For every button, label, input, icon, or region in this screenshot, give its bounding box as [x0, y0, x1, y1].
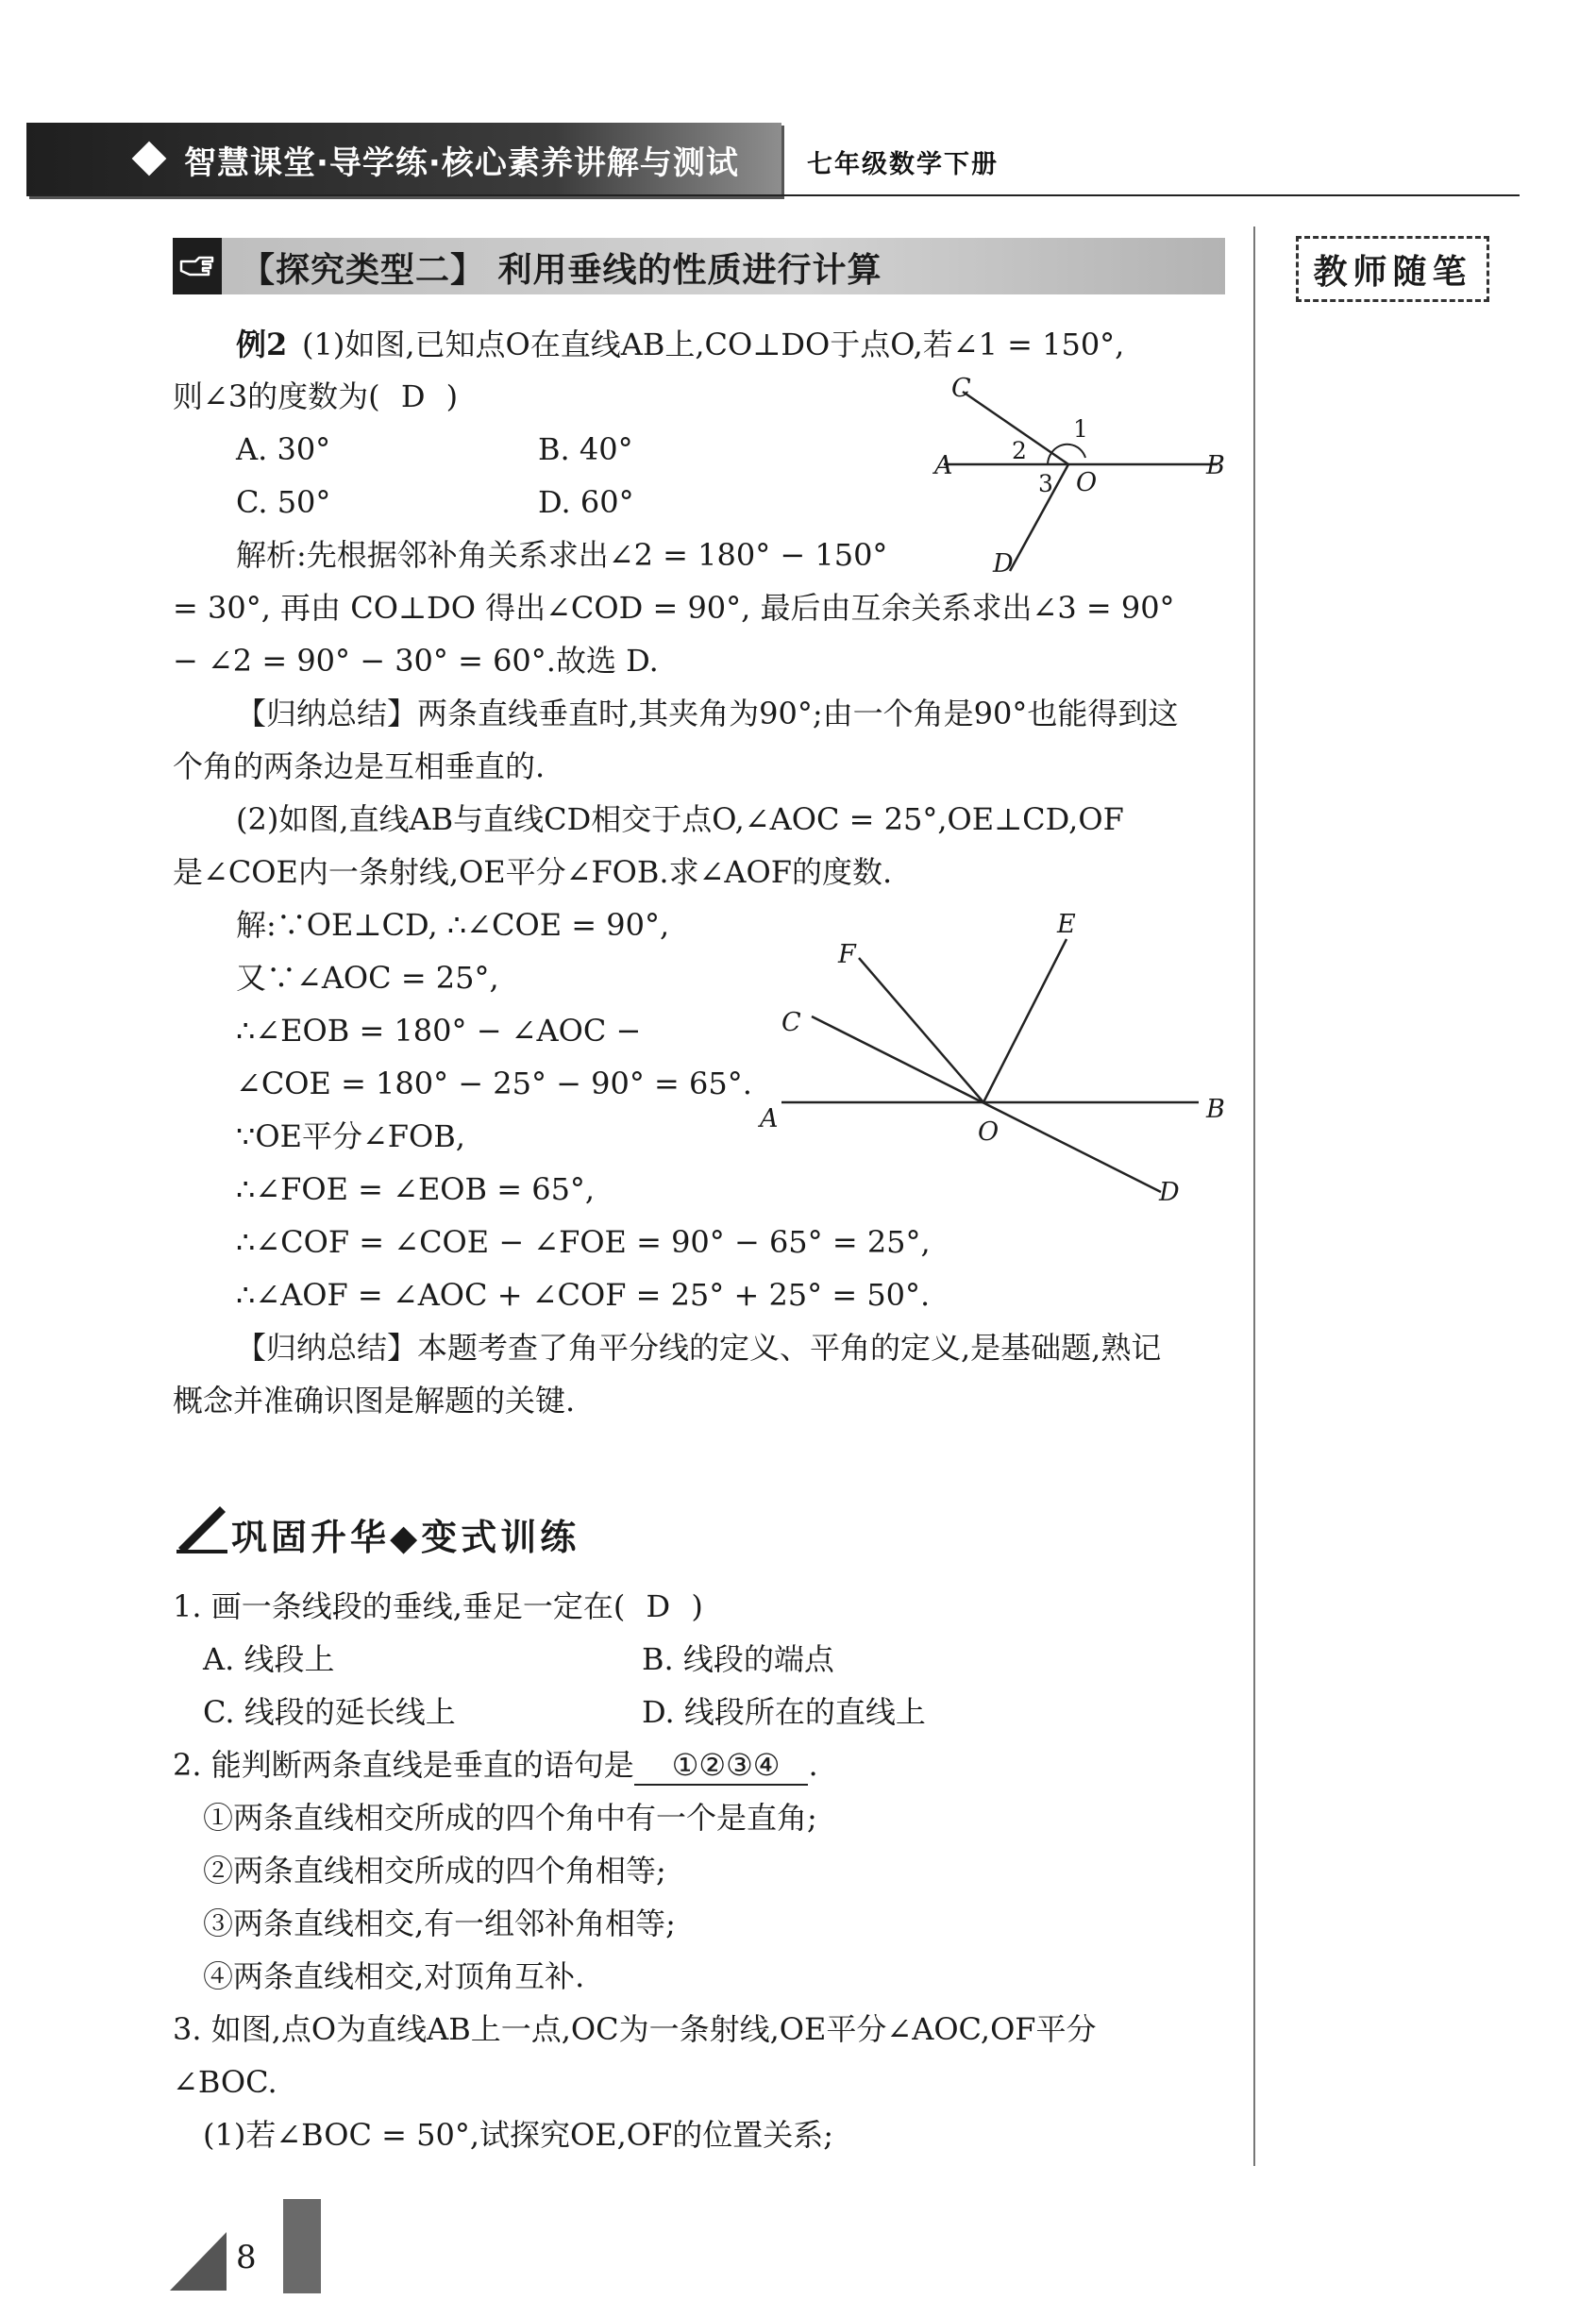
analysis-line2: = 30°, 再由 CO⊥DO 得出∠COD = 90°, 最后由互余关系求出∠3 = 90°	[173, 590, 1175, 626]
summary1-line2: 个角的两条边是互相垂直的.	[173, 748, 546, 784]
fig1-label-b: B	[1206, 451, 1225, 480]
choice-c: C. 50°	[236, 484, 331, 520]
angle-2-arc	[1048, 453, 1051, 464]
header-divider	[26, 194, 1520, 196]
fig1-angle-3: 3	[1038, 470, 1053, 497]
q1-choice-a: A. 线段上	[203, 1641, 335, 1677]
fig2-label-o: O	[978, 1117, 1000, 1147]
question-2-answer: ①②③④	[634, 1746, 809, 1786]
question-close: )	[445, 378, 459, 414]
question-1-answer: D	[646, 1588, 671, 1624]
solution-step: ∴∠FOE = ∠EOB = 65°,	[236, 1171, 596, 1207]
pointing-hand-icon	[173, 238, 222, 294]
grade-subtitle: 七年级数学下册	[807, 150, 999, 179]
answer-value: D	[400, 378, 426, 414]
q2-statement: ①两条直线相交所成的四个角中有一个是直角;	[203, 1800, 817, 1836]
summary2-line2: 概念并准确识图是解题的关键.	[173, 1383, 576, 1419]
practice-title: 巩固升华◆变式训练	[231, 1517, 580, 1558]
q1-choice-b: B. 线段的端点	[642, 1641, 834, 1677]
q2-statement: ②两条直线相交所成的四个角相等;	[203, 1853, 666, 1889]
q1-choice-d: D. 线段所在的直线上	[642, 1694, 926, 1730]
summary1-line1: 【归纳总结】两条直线垂直时,其夹角为90°;由一个角是90°也能得到这	[236, 696, 1179, 731]
solution-step: ∴∠EOB = 180° − ∠AOC −	[236, 1013, 642, 1049]
choice-b: B. 40°	[538, 431, 633, 467]
question-1	[173, 1587, 703, 1625]
fig1-label-a: A	[934, 451, 953, 480]
example-part1-line2	[173, 378, 458, 415]
solution-step: 解:∵OE⊥CD, ∴∠COE = 90°,	[236, 907, 670, 943]
question-text: 则∠3的度数为(	[173, 378, 380, 414]
fig1-angle-1: 1	[1073, 415, 1088, 443]
solution-step: ∴∠AOF = ∠AOC + ∠COF = 25° + 25° = 50°.	[236, 1277, 931, 1313]
example-part2-line2: 是∠COE内一条射线,OE平分∠FOB.求∠AOF的度数.	[173, 854, 893, 890]
notes-column-divider	[1253, 227, 1255, 2166]
fig1-label-d: D	[993, 549, 1014, 579]
book-title: 智慧课堂·导学练·核心素养讲解与测试	[184, 144, 739, 182]
footer-block	[283, 2199, 321, 2293]
analysis-line3: − ∠2 = 90° − 30° = 60°.故选 D.	[173, 643, 659, 679]
example-part1-line1: (1)如图,已知点O在直线AB上,CO⊥DO于点O,若∠1 = 150°,	[302, 327, 1125, 362]
ray-of	[859, 958, 983, 1102]
solution-step: ∠COE = 180° − 25° − 90° = 65°.	[236, 1066, 752, 1101]
solution-step: ∵OE平分∠FOB,	[236, 1118, 465, 1154]
teacher-notes-label: 教师随笔	[1296, 236, 1489, 302]
q2-statement: ③两条直线相交,有一组邻补角相等;	[203, 1906, 676, 1941]
summary2-line1: 【归纳总结】本题考查了角平分线的定义、平角的定义,是基础题,熟记	[236, 1330, 1162, 1366]
fig2-label-a: A	[760, 1104, 779, 1133]
fig1-label-o: O	[1076, 468, 1098, 497]
solution-step: ∴∠COF = ∠COE − ∠FOE = 90° − 65° = 25°,	[236, 1224, 931, 1260]
fig2-label-e: E	[1057, 910, 1076, 939]
question-2-text: 2. 能判断两条直线是垂直的语句是	[173, 1747, 634, 1783]
choice-d: D. 60°	[538, 484, 634, 520]
q1-choice-c: C. 线段的延长线上	[203, 1694, 456, 1730]
analysis-line1: 解析:先根据邻补角关系求出∠2 = 180° − 150°	[236, 537, 888, 573]
choice-a: A. 30°	[236, 431, 331, 467]
solution-step: 又∵∠AOC = 25°,	[236, 960, 499, 996]
fig2-label-f: F	[838, 940, 856, 969]
example-number: 例2	[236, 327, 288, 362]
fig1-label-c: C	[951, 374, 971, 403]
question-1-text: 1. 画一条线段的垂线,垂足一定在(	[173, 1588, 626, 1624]
fig2-label-d: D	[1159, 1178, 1180, 1207]
ray-oe	[983, 939, 1067, 1102]
example-label	[236, 326, 287, 363]
section-title: 【探究类型二】 利用垂线的性质进行计算	[241, 251, 882, 290]
question-2-end: .	[808, 1747, 818, 1783]
fig2-label-c: C	[781, 1008, 801, 1037]
question-1-close: )	[691, 1588, 703, 1624]
figure-2	[755, 906, 1208, 1217]
q2-statement: ④两条直线相交,对顶角互补.	[203, 1958, 585, 1994]
question-2	[173, 1746, 818, 1786]
fig1-angle-2: 2	[1012, 437, 1027, 464]
fig2-label-b: B	[1206, 1095, 1225, 1124]
example-part2-line1: (2)如图,直线AB与直线CD相交于点O,∠AOC = 25°,OE⊥CD,OF	[236, 801, 1124, 837]
question-3-line2: ∠BOC.	[173, 2064, 277, 2100]
question-3-line1: 3. 如图,点O为直线AB上一点,OC为一条射线,OE平分∠AOC,OF平分	[173, 2011, 1097, 2047]
footer-triangle	[170, 2232, 227, 2291]
page-number: 8	[236, 2239, 257, 2276]
question-3-part1: (1)若∠BOC = 50°,试探究OE,OF的位置关系;	[203, 2117, 834, 2153]
line-cd	[812, 1016, 1161, 1192]
pencil-icon	[173, 1499, 229, 1555]
